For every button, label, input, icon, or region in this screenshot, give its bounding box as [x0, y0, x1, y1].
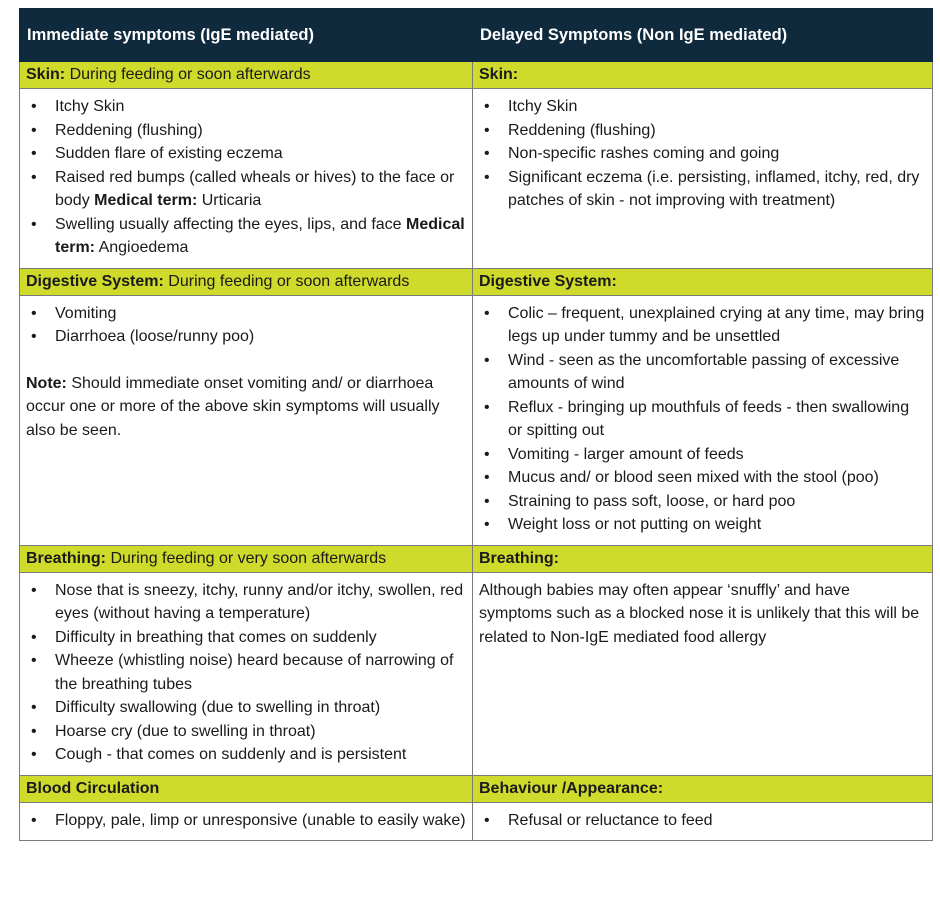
digestive-immediate-list [26, 302, 466, 349]
list-item: • Floppy, pale, limp or unresponsive (unable to easily wake) [26, 809, 466, 833]
section-digestive-delayed [473, 268, 933, 295]
skin-delayed-cell [473, 89, 933, 269]
list-item: • Itchy Skin [26, 95, 466, 119]
note-label: Note: [26, 374, 67, 392]
list-item: • Significant eczema (i.e. persisting, inflamed, itchy, red, dry patches of skin - not improving with treatment) [479, 166, 926, 213]
behaviour-delayed-cell [473, 802, 933, 841]
skin-delayed-list [479, 95, 926, 213]
list-item: • Vomiting [26, 302, 466, 326]
skin-immediate-list [26, 95, 466, 260]
header-row [20, 9, 933, 62]
medical-term-label: Medical term: [55, 215, 465, 256]
behaviour-delayed-list [479, 809, 926, 833]
section-subtitle: During feeding or very soon afterwards [110, 549, 387, 567]
section-title: Skin: [479, 66, 519, 83]
list-item: • Mucus and/ or blood seen mixed with the stool (poo) [479, 466, 926, 490]
section-skin-delayed [473, 62, 933, 89]
content-row-circulation [20, 802, 933, 841]
section-subtitle: During feeding or soon afterwards [69, 66, 311, 83]
circulation-immediate-list [26, 809, 466, 833]
medical-term: Angioedema [98, 239, 189, 256]
section-digestive-immediate [20, 268, 473, 295]
circulation-immediate-cell [20, 802, 473, 841]
list-item: • Straining to pass soft, loose, or hard poo [479, 490, 926, 514]
list-item: • Nose that is sneezy, itchy, runny and/or itchy, swollen, red eyes (without having a temperature) [26, 579, 466, 626]
header-delayed: Delayed Symptoms (Non IgE mediated) [473, 9, 933, 62]
section-title: Behaviour /Appearance: [479, 779, 664, 797]
list-item: • Reflux - bringing up mouthfuls of feeds - then swallowing or spitting out [479, 396, 926, 443]
medical-term-label: Medical term: [94, 192, 198, 209]
section-title: Skin: [26, 66, 66, 83]
list-item: • Difficulty swallowing (due to swelling in throat) [26, 696, 466, 720]
section-row-digestive [20, 268, 933, 295]
list-item: • Reddening (flushing) [479, 119, 926, 143]
section-breathing-delayed [473, 545, 933, 572]
content-row-skin [20, 89, 933, 269]
list-item: • Wheeze (whistling noise) heard because of narrowing of the breathing tubes [26, 649, 466, 696]
digestive-immediate-cell [20, 295, 473, 545]
allergy-symptoms-table-container [19, 8, 932, 841]
breathing-immediate-cell [20, 572, 473, 775]
breathing-immediate-list [26, 579, 466, 767]
list-item: • Weight loss or not putting on weight [479, 513, 926, 537]
digestive-delayed-list [479, 302, 926, 537]
list-item: • Difficulty in breathing that comes on suddenly [26, 626, 466, 650]
breathing-delayed-text: Although babies may often appear ‘snuffly’ and have symptoms such as a blocked nose it is unlikely that this will be related to Non-IgE mediated food allergy [479, 581, 920, 646]
section-row-skin [20, 62, 933, 89]
section-circulation-immediate [20, 775, 473, 802]
note-text: Should immediate onset vomiting and/ or diarrhoea occur one or more of the above skin symptoms will usually also be seen. [26, 374, 440, 439]
section-title: Blood Circulation [26, 779, 160, 797]
list-item: • Itchy Skin [479, 95, 926, 119]
list-item: • Sudden flare of existing eczema [26, 142, 466, 166]
list-item: • Refusal or reluctance to feed [479, 809, 926, 833]
list-item: • Colic – frequent, unexplained crying at any time, may bring legs up under tummy and be unsettled [479, 302, 926, 349]
list-item: • Cough - that comes on suddenly and is persistent [26, 743, 466, 767]
section-title: Digestive System: [479, 272, 617, 290]
list-item: • Non-specific rashes coming and going [479, 142, 926, 166]
list-item-text: Swelling usually affecting the eyes, lips, and face [55, 215, 402, 233]
digestive-note [26, 372, 466, 443]
digestive-delayed-cell [473, 295, 933, 545]
section-skin-immediate [20, 62, 473, 89]
section-behaviour-delayed [473, 775, 933, 802]
list-item-text: Raised red bumps (called wheals or hives) to the face or body [55, 168, 455, 209]
skin-immediate-cell [20, 89, 473, 269]
breathing-delayed-cell [473, 572, 933, 775]
section-title: Breathing: [26, 549, 106, 567]
list-item: • Diarrhoea (loose/runny poo) [26, 325, 466, 349]
section-breathing-immediate [20, 545, 473, 572]
header-immediate: Immediate symptoms (IgE mediated) [20, 9, 473, 62]
section-subtitle: During feeding or soon afterwards [168, 272, 410, 290]
allergy-symptoms-table [19, 8, 933, 841]
list-item [26, 166, 466, 213]
medical-term: Urticaria [201, 192, 262, 209]
list-item: • Hoarse cry (due to swelling in throat) [26, 720, 466, 744]
list-item [26, 213, 466, 260]
content-row-breathing [20, 572, 933, 775]
list-item: • Reddening (flushing) [26, 119, 466, 143]
list-item: • Wind - seen as the uncomfortable passing of excessive amounts of wind [479, 349, 926, 396]
section-row-breathing [20, 545, 933, 572]
section-row-circulation [20, 775, 933, 802]
content-row-digestive [20, 295, 933, 545]
section-title: Breathing: [479, 549, 559, 567]
section-title: Digestive System: [26, 272, 164, 290]
list-item: • Vomiting - larger amount of feeds [479, 443, 926, 467]
